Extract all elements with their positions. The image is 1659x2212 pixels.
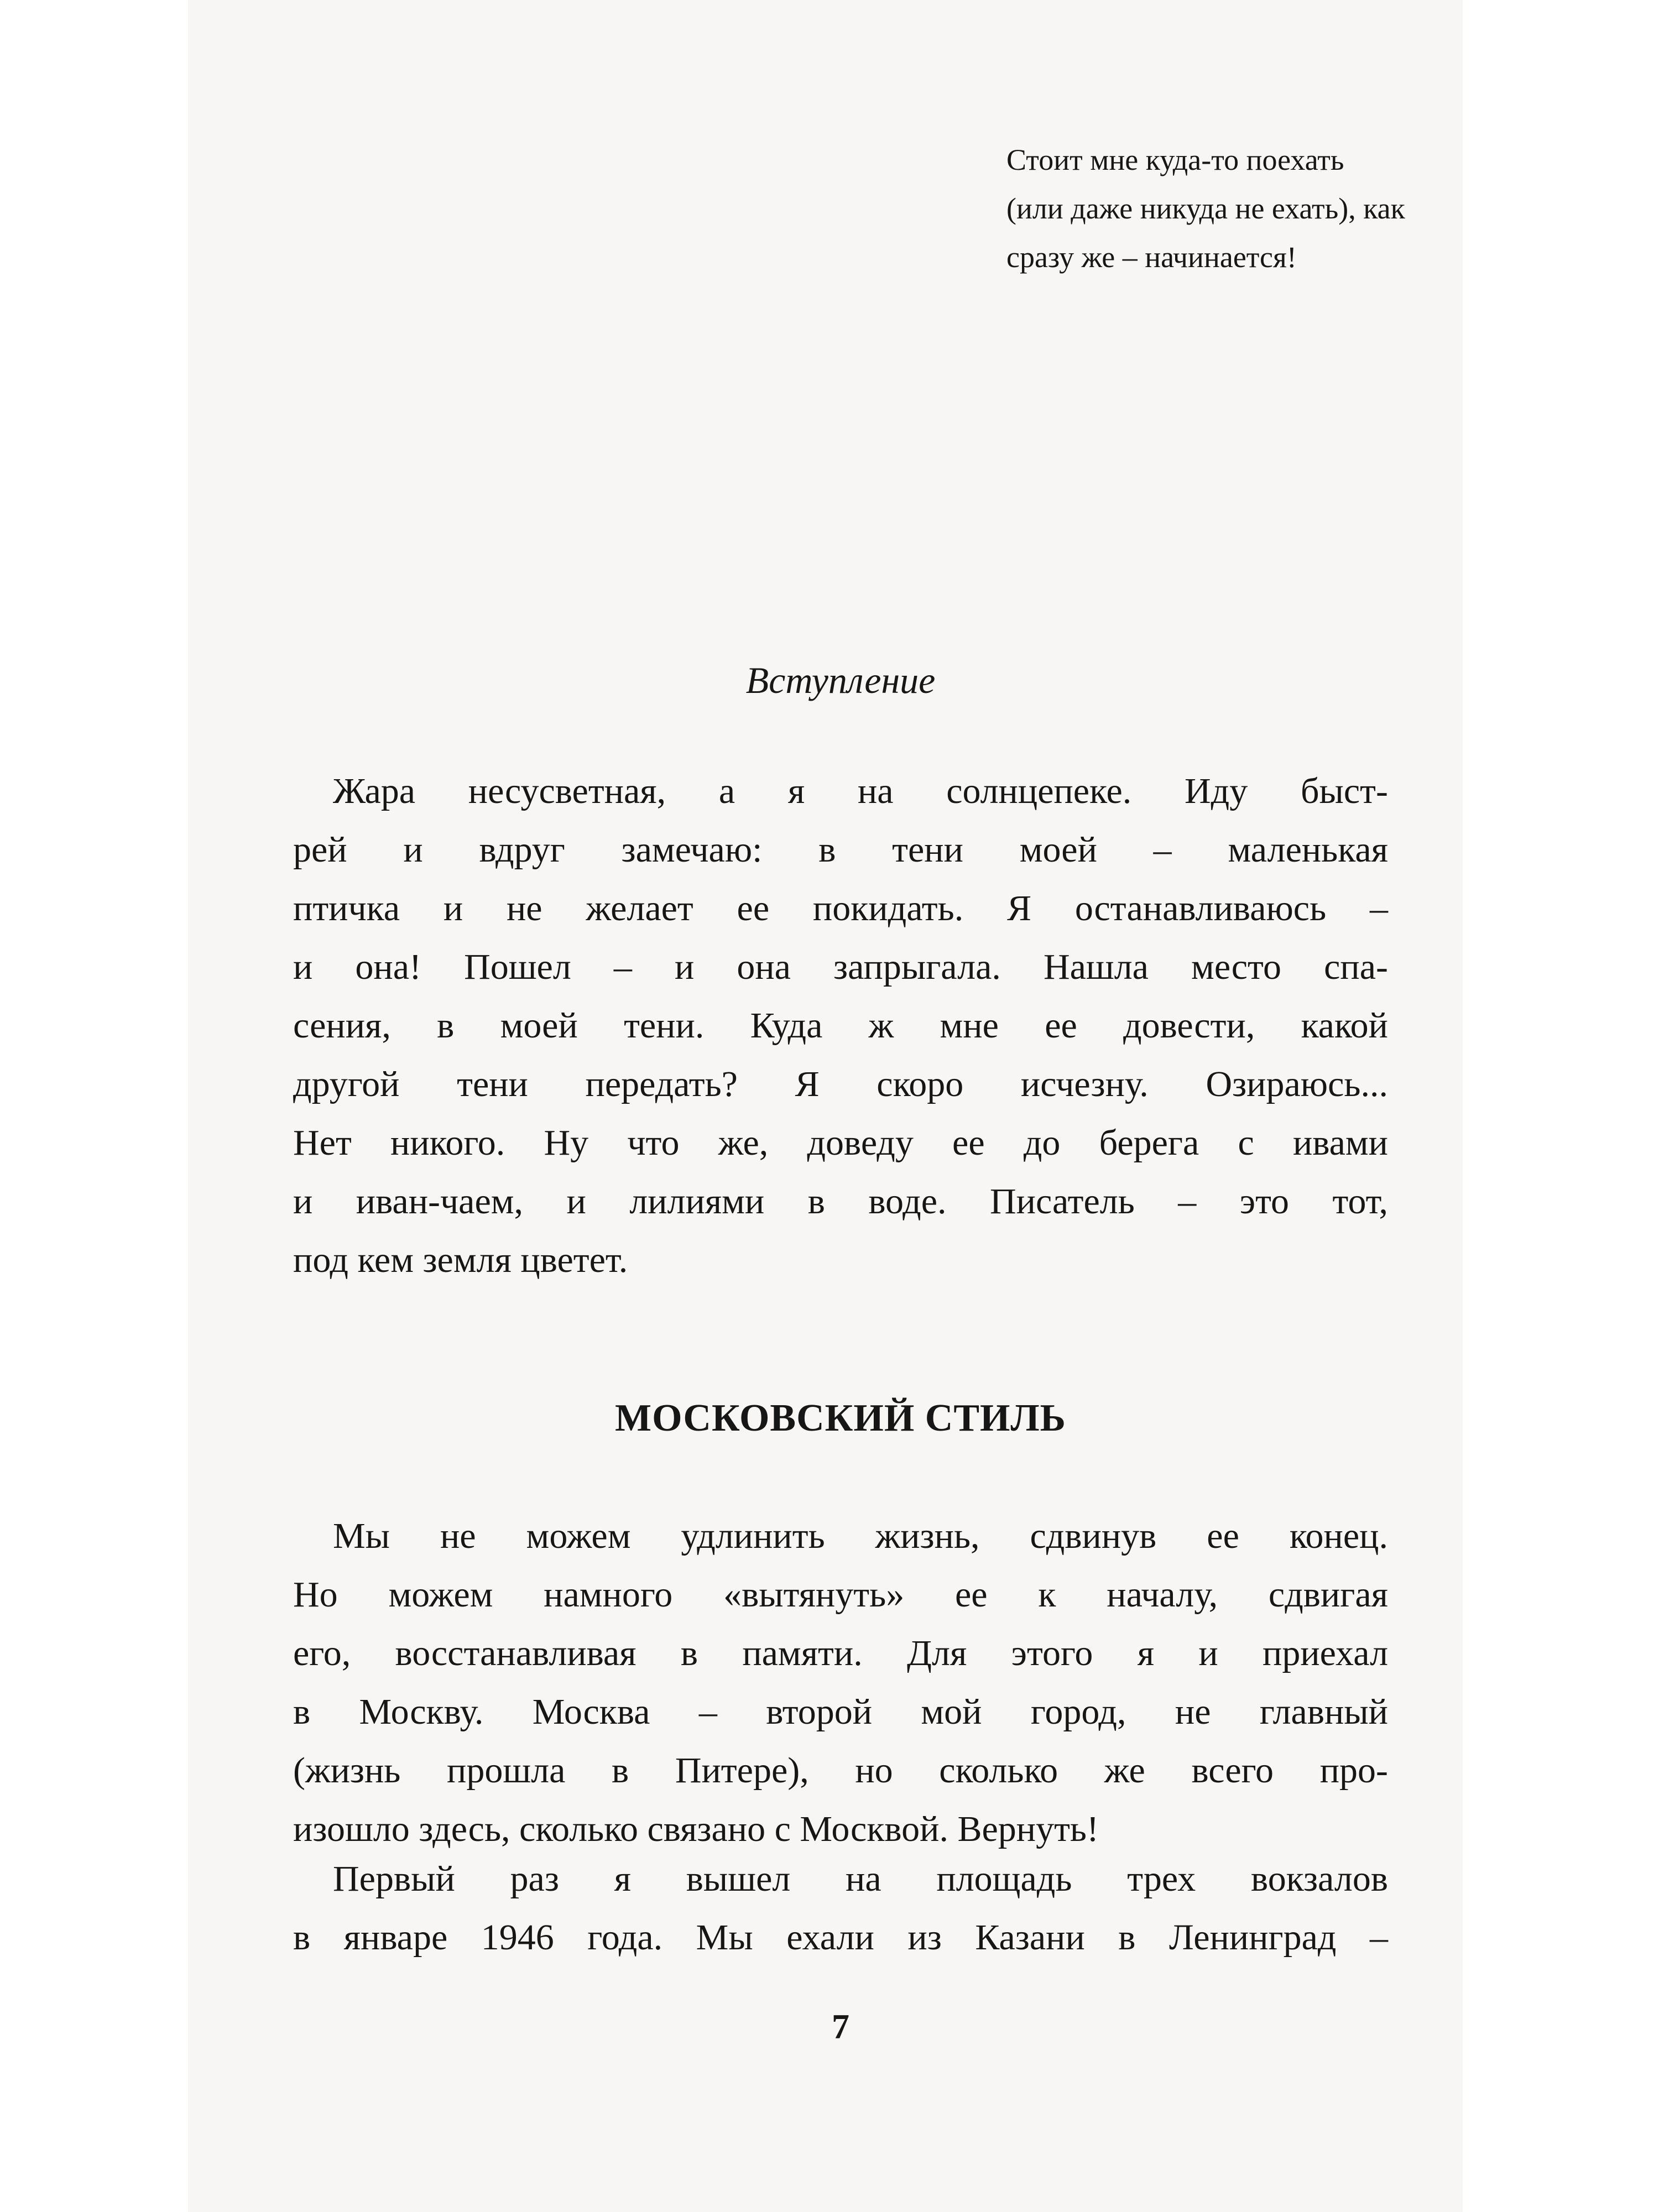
- page-number: 7: [832, 2007, 849, 2046]
- text-line: птичка и не желает ее покидать. Я останавливаюсь –: [293, 888, 1388, 928]
- text-line: сения, в моей тени. Куда ж мне ее довести, какой: [293, 1005, 1388, 1046]
- epigraph: [1006, 135, 1405, 281]
- text-line: рей и вдруг замечаю: в тени моей – маленькая: [293, 830, 1388, 870]
- text-line: в январе 1946 года. Мы ехали из Казани в Ленинград –: [293, 1917, 1388, 1958]
- text-line: и иван-чаем, и лилиями в воде. Писатель – это тот,: [293, 1181, 1388, 1222]
- text-line: (жизнь прошла в Питере), но сколько же всего про-: [293, 1750, 1388, 1791]
- text-line: в Москву. Москва – второй мой город, не главный: [293, 1692, 1388, 1732]
- text-line: Жара несусветная, а я на солнцепеке. Иду быст-: [333, 771, 1388, 811]
- book-page: [188, 0, 1463, 2212]
- text-line: и она! Пошел – и она запрыгала. Нашла место спа-: [293, 947, 1388, 987]
- intro-paragraph: [293, 762, 1388, 1290]
- epigraph-line: Стоит мне куда-то поехать: [1006, 143, 1344, 176]
- text-line: другой тени передать? Я скоро исчезну. Озираюсь...: [293, 1064, 1388, 1104]
- chapter-paragraph: [293, 1507, 1388, 1859]
- text-line: изошло здесь, сколько связано с Москвой. Вернуть!: [293, 1809, 1099, 1849]
- text-line: Но можем намного «вытянуть» ее к началу, сдвигая: [293, 1574, 1388, 1615]
- text-line: Первый раз я вышел на площадь трех вокзалов: [333, 1859, 1388, 1899]
- intro-heading: Вступление: [745, 659, 936, 701]
- text-line: Нет никого. Ну что же, доведу ее до берега с ивами: [293, 1123, 1388, 1163]
- chapter-heading: МОСКОВСКИЙ СТИЛЬ: [615, 1397, 1066, 1439]
- epigraph-line: сразу же – начинается!: [1006, 241, 1297, 274]
- chapter-paragraph: [293, 1850, 1388, 1967]
- text-line: его, восстанавливая в памяти. Для этого я и приехал: [293, 1633, 1388, 1673]
- text-line: Мы не можем удлинить жизнь, сдвинув ее конец.: [333, 1516, 1388, 1556]
- epigraph-line: (или даже никуда не ехать), как: [1006, 192, 1405, 225]
- text-line: под кем земля цветет.: [293, 1240, 628, 1280]
